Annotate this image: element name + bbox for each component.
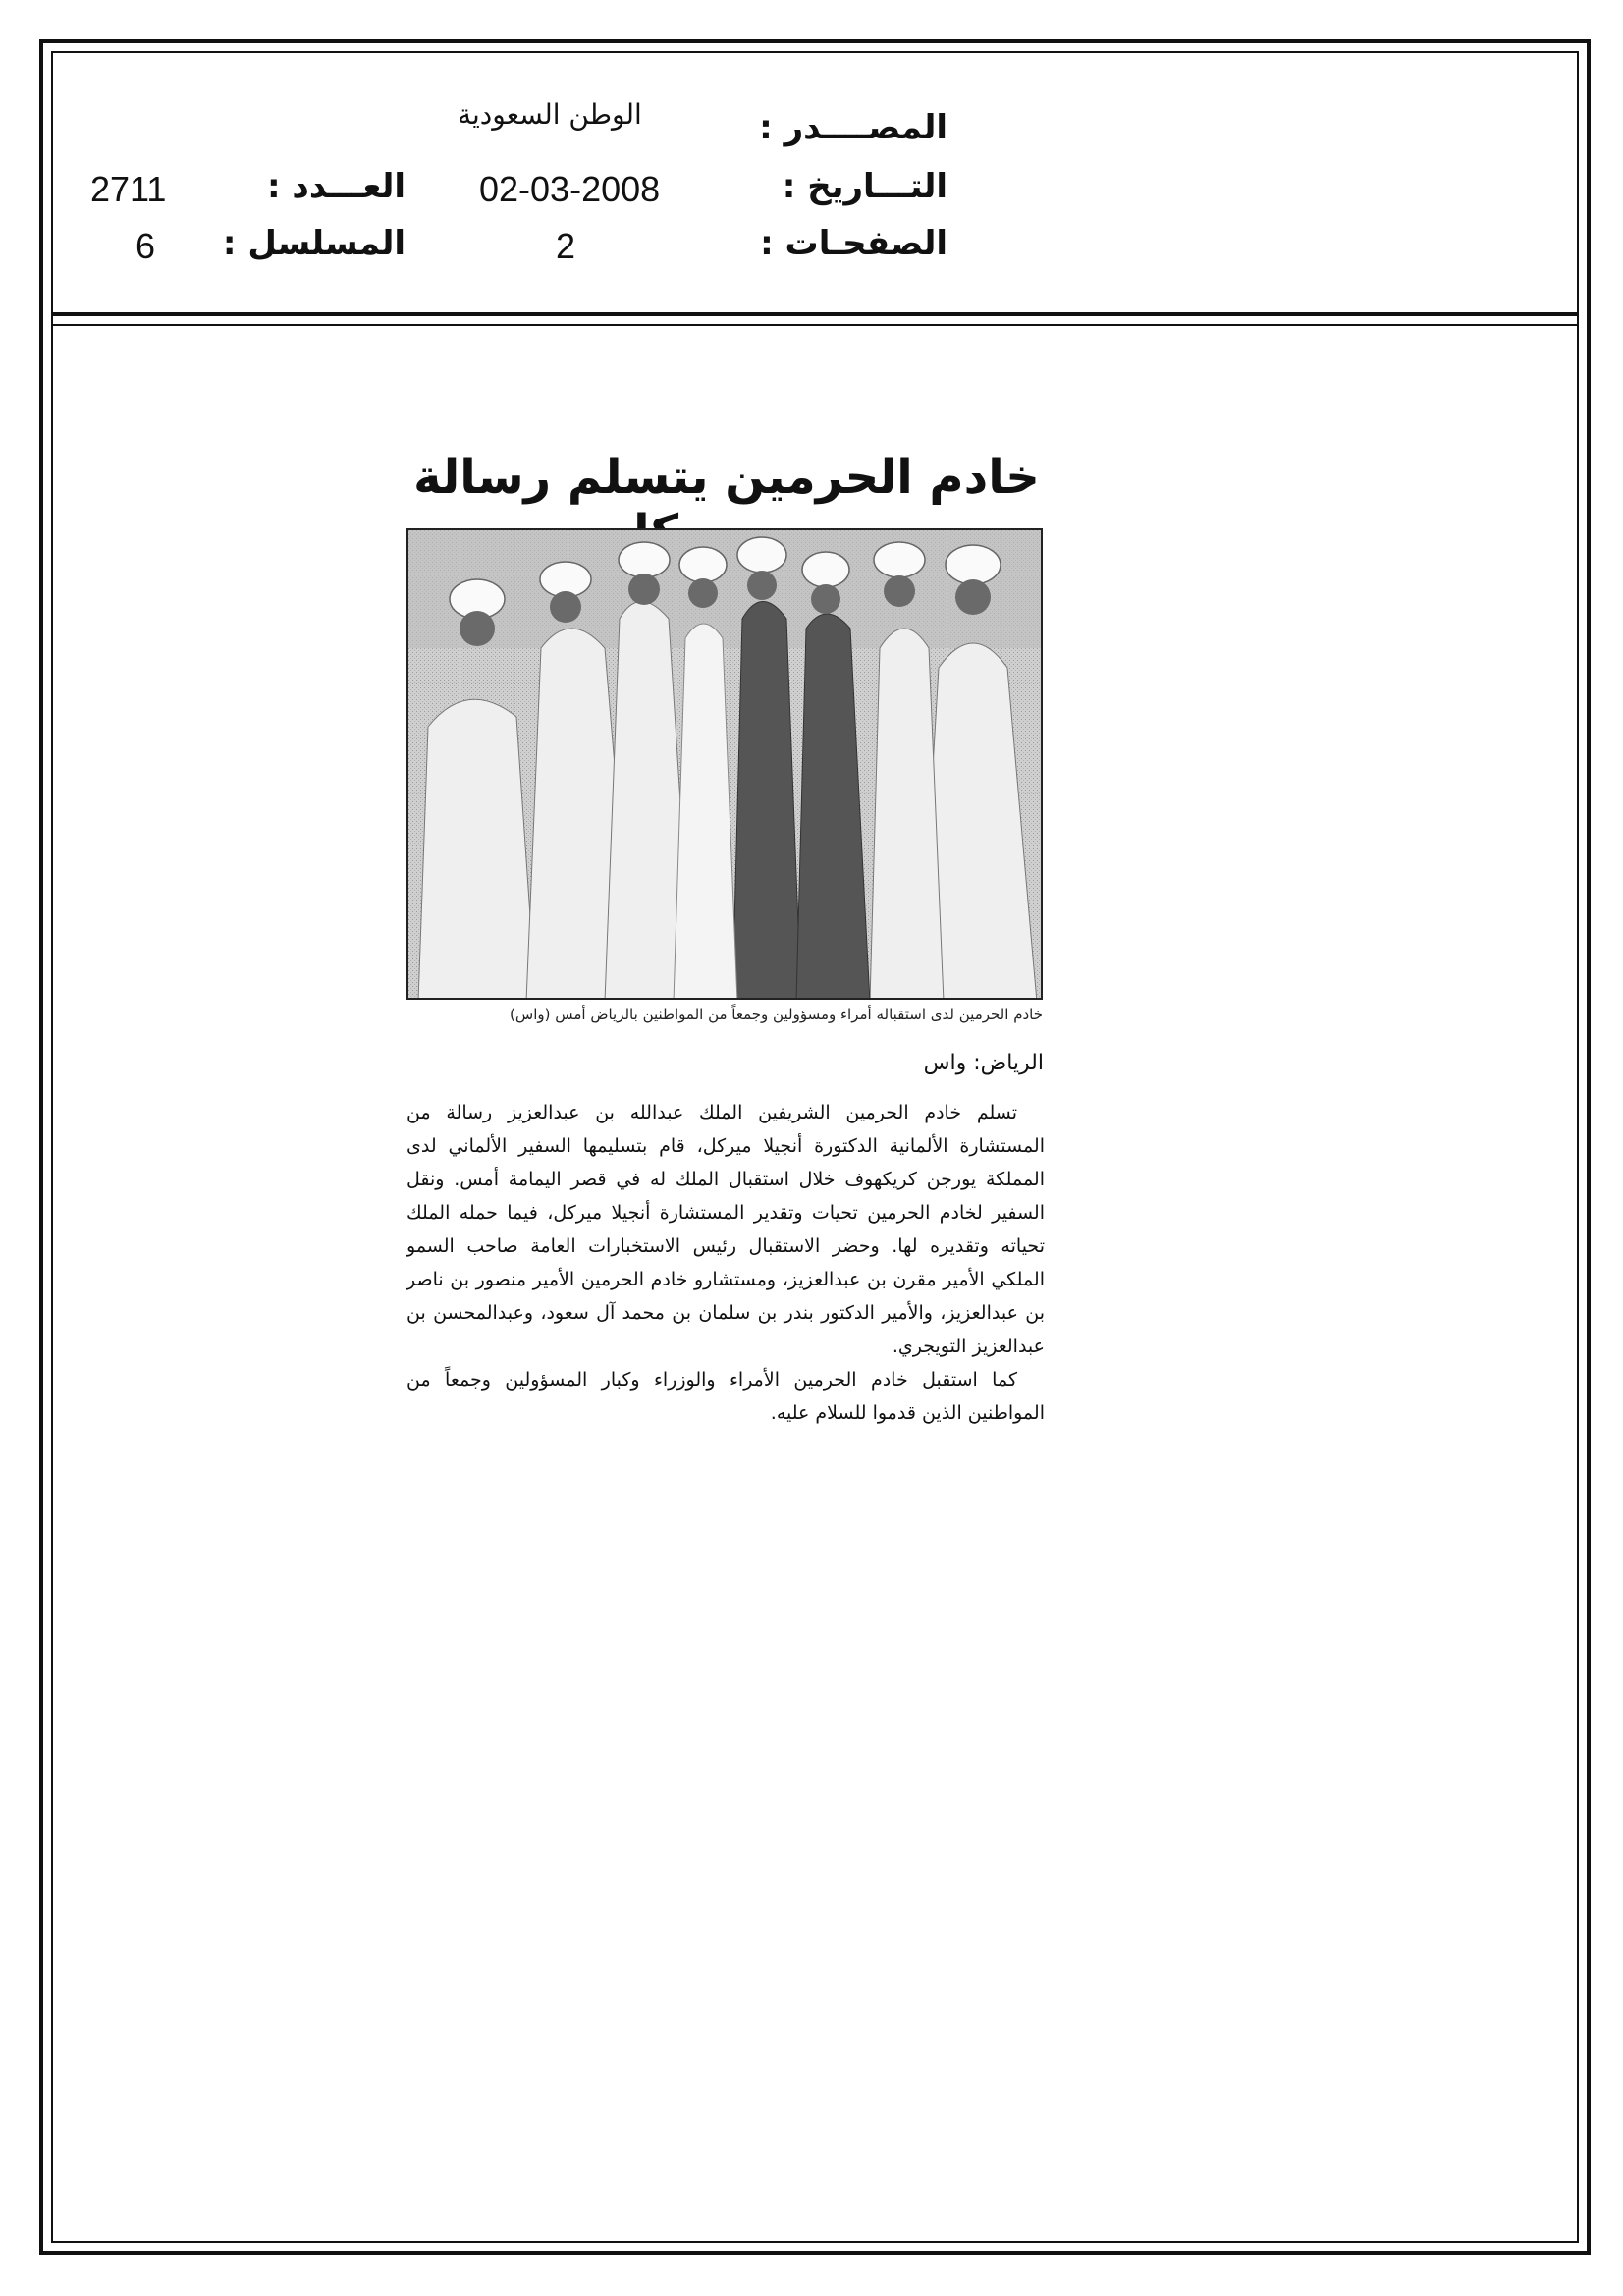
article-paragraph: تسلم خادم الحرمين الشريفين الملك عبدالله بن عبدالعزيز رسالة من المستشارة الألمانية الدكتورة أنجيلا ميركل، قام بتسليمها السفير الألماني لدى المملكة يورجن كريكهوف خلال استقبال الملك له في قصر اليمامة أمس. ونقل السفير لخادم الحرمين تحيات وتقدير المستشارة أنجيلا ميركل، فيما حمله الملك تحياته وتقديره لها. وحضر الاستقبال رئيس الاستخبارات العامة صاحب السمو الملكي الأمير مقرن بن عبدالعزيز، ومستشارو خادم الحرمين الأمير منصور بن ناصر بن عبدالعزيز، والأمير الدكتور بندر بن سلمان بن محمد آل سعود، وعبدالمحسن بن عبدالعزيز التويجري. xyxy=(406,1102,1045,1357)
date-label: التـــاريخ : xyxy=(782,167,947,206)
article-body xyxy=(406,1096,1045,1430)
header-divider xyxy=(51,312,1579,316)
pages-label: الصفحـات : xyxy=(760,224,947,263)
pages-value: 2 xyxy=(556,226,576,266)
article-dateline: الرياض: واس xyxy=(923,1051,1044,1075)
article-photo xyxy=(406,528,1043,1000)
photo-illustration xyxy=(408,530,1043,1000)
source-label: المصــــدر : xyxy=(759,108,947,147)
article-paragraph: كما استقبل خادم الحرمين الأمراء والوزراء وكبار المسؤولين وجمعاً من المواطنين الذين قدموا للسلام عليه. xyxy=(406,1369,1045,1424)
issue-label: العـــدد : xyxy=(267,167,406,206)
serial-label: المسلسل : xyxy=(222,224,406,263)
photo-caption: خادم الحرمين لدى استقباله أمراء ومسؤولين وجمعاً من المواطنين بالرياض أمس (واس) xyxy=(510,1006,1043,1023)
header-divider-thin xyxy=(51,324,1579,326)
source-value: الوطن السعودية xyxy=(458,98,642,131)
issue-value: 2711 xyxy=(90,169,167,209)
article-headline: خادم الحرمين يتسلم رسالة xyxy=(413,450,1040,505)
date-value: 02-03-2008 xyxy=(479,169,661,209)
serial-value: 6 xyxy=(135,226,156,266)
